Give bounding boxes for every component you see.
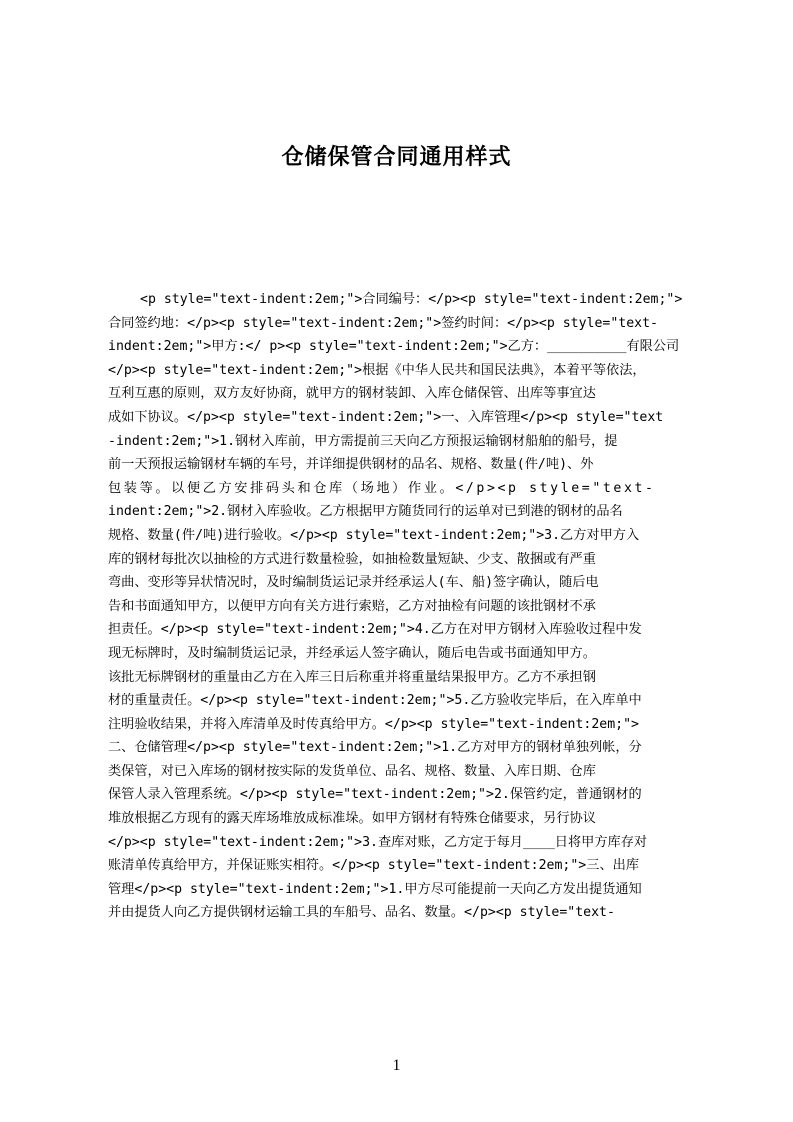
document-body bbox=[108, 288, 698, 925]
body-line: 包装等。以便乙方安排码头和仓库（场地）作业。</p><p style="text- bbox=[108, 480, 656, 496]
body-line: <p style="text-indent:2em;">合同编号：</p><p style="text-indent:2em;"> bbox=[140, 292, 683, 307]
page-number: 1 bbox=[392, 1057, 401, 1074]
body-line: 规格、数量(件/吨)进行验收。</p><p style="text-indent:2em;">3.乙方对甲方入 bbox=[108, 527, 640, 543]
body-line: 材的重量责任。</p><p style="text-indent:2em;">5.乙方验收完毕后，在入库单中 bbox=[108, 693, 642, 709]
body-line: 类保管，对已入库场的钢材按实际的发货单位、品名、规格、数量、入库日期、仓库 bbox=[108, 763, 596, 779]
body-line: 成如下协议。</p><p style="text-indent:2em;">一、入库管理</p><p style="text bbox=[108, 409, 664, 425]
body-line: 互利互惠的原则，双方友好协商，就甲方的钢材装卸、入库仓储保管、出库等事宜达 bbox=[108, 386, 596, 402]
body-line: 二、仓储管理</p><p style="text-indent:2em;">1.乙方对甲方的钢材单独列帐，分 bbox=[108, 740, 642, 756]
body-line: 该批无标牌钢材的重量由乙方在入库三日后称重并将重量结果报甲方。乙方不承担钢 bbox=[108, 669, 596, 685]
body-line: 合同签约地：</p><p style="text-indent:2em;">签约时间：</p><p style="text- bbox=[108, 315, 658, 331]
body-line: 堆放根据乙方现有的露天库场堆放成标准垛。如甲方钢材有特殊仓储要求，另行协议 bbox=[108, 811, 596, 827]
body-line: 前一天预报运输钢材车辆的车号，并详细提供钢材的品名、规格、数量(件/吨)、外 bbox=[108, 457, 594, 473]
body-line: 库的钢材每批次以抽检的方式进行数量检验，如抽检数量短缺、少支、散捆或有严重 bbox=[108, 551, 596, 567]
body-line: indent:2em;">甲方:</ p><p style="text-indent:2em;">乙方：__________有限公司 bbox=[108, 339, 680, 355]
body-line: 现无标牌时，及时编制货运记录，并经承运人签字确认，随后电告或书面通知甲方。 bbox=[108, 645, 596, 661]
body-line: 告和书面通知甲方，以便甲方向有关方进行索赔，乙方对抽检有问题的该批钢材不承 bbox=[108, 598, 596, 614]
body-line: 保管人录入管理系统。</p><p style="text-indent:2em;">2.保管约定，普通钢材的 bbox=[108, 787, 642, 803]
body-line: 注明验收结果，并将入库清单及时传真给甲方。</p><p style="text-indent:2em;"> bbox=[108, 716, 640, 732]
body-line: 担责任。</p><p style="text-indent:2em;">4.乙方在对甲方钢材入库验收过程中发 bbox=[108, 622, 642, 638]
body-line: 弯曲、变形等异状情况时，及时编制货运记录并经承运人(车、船)签字确认，随后电 bbox=[108, 575, 599, 591]
body-line: </p><p style="text-indent:2em;">根据《中华人民共和国民法典》，本着平等依法， bbox=[108, 362, 646, 378]
body-line: 管理</p><p style="text-indent:2em;">1.甲方尽可能提前一天向乙方发出提货通知 bbox=[108, 881, 642, 897]
body-line: indent:2em;">2.钢材入库验收。乙方根据甲方随货同行的运单对已到港的钢材的品名 bbox=[108, 504, 623, 520]
body-line: 并由提货人向乙方提供钢材运输工具的车船号、品名、数量。</p><p style="text- bbox=[108, 905, 615, 921]
body-line: -indent:2em;">1.钢材入库前，甲方需提前三天向乙方预报运输钢材船舶的船号，提 bbox=[108, 433, 618, 449]
body-line: </p><p style="text-indent:2em;">3.查库对账，乙方定于每月____日将甲方库存对 bbox=[108, 834, 648, 850]
body-line: 账清单传真给甲方，并保证账实相符。</p><p style="text-indent:2em;">三、出库 bbox=[108, 858, 640, 874]
document-title: 仓储保管合同通用样式 bbox=[281, 145, 512, 170]
